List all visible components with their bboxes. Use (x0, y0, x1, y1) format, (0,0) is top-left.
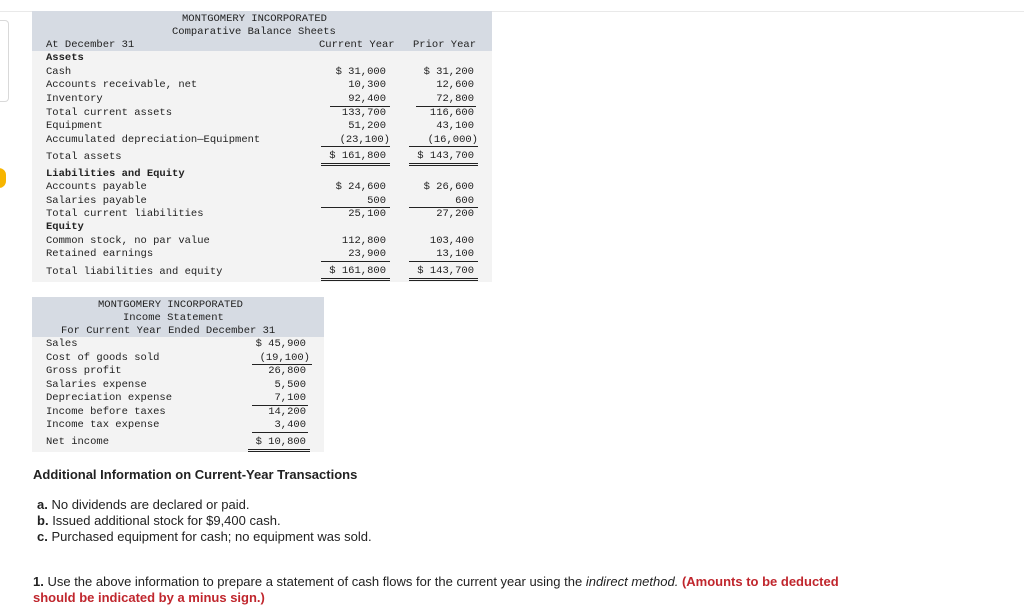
bs-col-current: Current Year (319, 39, 395, 51)
underline (409, 278, 478, 279)
underline (409, 146, 478, 147)
additional-item (37, 513, 281, 528)
bs-row-current: 112,800 (341, 235, 386, 247)
is-row-value: 26,800 (268, 365, 306, 377)
bs-row-prior: (16,000) (427, 134, 478, 146)
bs-title: Comparative Balance Sheets (172, 26, 336, 38)
bs-row-label: Inventory (46, 93, 103, 105)
bs-row-label: Common stock, no par value (46, 235, 210, 247)
bs-row-prior: 12,600 (436, 79, 474, 91)
is-row-value: (19,100) (259, 352, 310, 364)
is-row-label: Income tax expense (46, 419, 160, 431)
underline (321, 261, 390, 262)
bs-row-label: Liabilities and Equity (46, 168, 185, 180)
is-row-label: Depreciation expense (46, 392, 173, 404)
bs-row-prior: 103,400 (429, 235, 474, 247)
additional-info-title: Additional Information on Current-Year Transactions (33, 467, 358, 482)
bs-row-current: $ 161,800 (329, 150, 386, 162)
is-row-label: Income before taxes (46, 406, 166, 418)
question-text: Use the above information to prepare a statement of cash flows for the current year using the (47, 574, 583, 589)
bs-row-current: 25,100 (348, 208, 386, 220)
bs-date-label: At December 31 (46, 39, 135, 51)
underline (409, 163, 478, 164)
bs-row-label: Accounts receivable, net (46, 79, 198, 91)
bs-row-current: 133,700 (341, 107, 386, 119)
underline (409, 165, 478, 166)
is-row-label: Gross profit (46, 365, 122, 377)
income-statement-table (32, 297, 324, 452)
is-row-value: $ 10,800 (255, 436, 306, 448)
is-row-label: Cost of goods sold (46, 352, 160, 364)
additional-item (37, 497, 249, 512)
is-title: Income Statement (123, 312, 224, 324)
bs-row-current: 51,200 (348, 120, 386, 132)
bs-row-prior: $ 143,700 (417, 265, 474, 277)
is-row-value: 3,400 (274, 419, 306, 431)
underline (409, 261, 478, 262)
is-period: For Current Year Ended December 31 (61, 325, 276, 337)
bs-row-label: Total assets (46, 151, 122, 163)
is-row-value: 14,200 (268, 406, 306, 418)
underline (248, 451, 310, 452)
bs-company: MONTGOMERY INCORPORATED (182, 13, 327, 25)
bs-row-prior: $ 143,700 (417, 150, 474, 162)
bs-col-prior: Prior Year (413, 39, 477, 51)
is-row-value: 7,100 (274, 392, 306, 404)
additional-item (37, 529, 372, 544)
bs-row-prior: 72,800 (436, 93, 474, 105)
question-note: (Amounts to be deducted should be indicated by a minus sign.) (33, 574, 839, 605)
bs-row-label: Total liabilities and equity (46, 266, 223, 278)
bs-row-prior: 43,100 (436, 120, 474, 132)
underline (321, 278, 390, 279)
bs-row-label: Accumulated depreciation—Equipment (46, 134, 261, 146)
bs-row-current: $ 161,800 (329, 265, 386, 277)
bs-row-current: 92,400 (348, 93, 386, 105)
is-row-label: Sales (46, 338, 78, 350)
bs-row-prior: 13,100 (436, 248, 474, 260)
item-text: No dividends are declared or paid. (51, 497, 250, 512)
bs-row-prior: $ 31,200 (423, 66, 474, 78)
bs-row-current: (23,100) (339, 134, 390, 146)
question-marker (0, 168, 6, 188)
question-emphasis: indirect method. (585, 574, 679, 589)
bs-row-label: Salaries payable (46, 195, 147, 207)
underline (321, 165, 390, 166)
bs-row-label: Accounts payable (46, 181, 147, 193)
bs-row-label: Retained earnings (46, 248, 154, 260)
underline (248, 449, 310, 450)
balance-sheet-table (32, 11, 492, 282)
bs-row-current: 500 (367, 195, 386, 207)
bs-row-current: 23,900 (348, 248, 386, 260)
underline (321, 280, 390, 281)
left-panel-edge (0, 20, 9, 102)
question-number: 1. (33, 574, 44, 589)
bs-row-label: Equipment (46, 120, 103, 132)
item-text: Issued additional stock for $9,400 cash. (52, 513, 281, 528)
bs-row-current: $ 24,600 (335, 181, 386, 193)
underline (321, 146, 390, 147)
bs-row-prior: 600 (455, 195, 474, 207)
is-row-label: Net income (46, 436, 110, 448)
bs-row-current: $ 31,000 (335, 66, 386, 78)
bs-row-current: 10,300 (348, 79, 386, 91)
bs-row-prior: 27,200 (436, 208, 474, 220)
bs-row-label: Equity (46, 221, 84, 233)
item-text: Purchased equipment for cash; no equipment was sold. (51, 529, 372, 544)
underline (321, 163, 390, 164)
bs-row-label: Cash (46, 66, 72, 78)
is-company: MONTGOMERY INCORPORATED (98, 299, 243, 311)
underline (409, 280, 478, 281)
bs-row-label: Assets (46, 52, 84, 64)
question-prompt (33, 574, 853, 606)
is-row-value: 5,500 (274, 379, 306, 391)
bs-row-prior: $ 26,600 (423, 181, 474, 193)
item-letter: b. (37, 513, 49, 528)
is-row-value: $ 45,900 (255, 338, 306, 350)
is-row-label: Salaries expense (46, 379, 147, 391)
item-letter: a. (37, 497, 48, 512)
bs-row-prior: 116,600 (429, 107, 474, 119)
underline (252, 432, 308, 433)
bs-row-label: Total current liabilities (46, 208, 204, 220)
bs-row-label: Total current assets (46, 107, 173, 119)
item-letter: c. (37, 529, 48, 544)
